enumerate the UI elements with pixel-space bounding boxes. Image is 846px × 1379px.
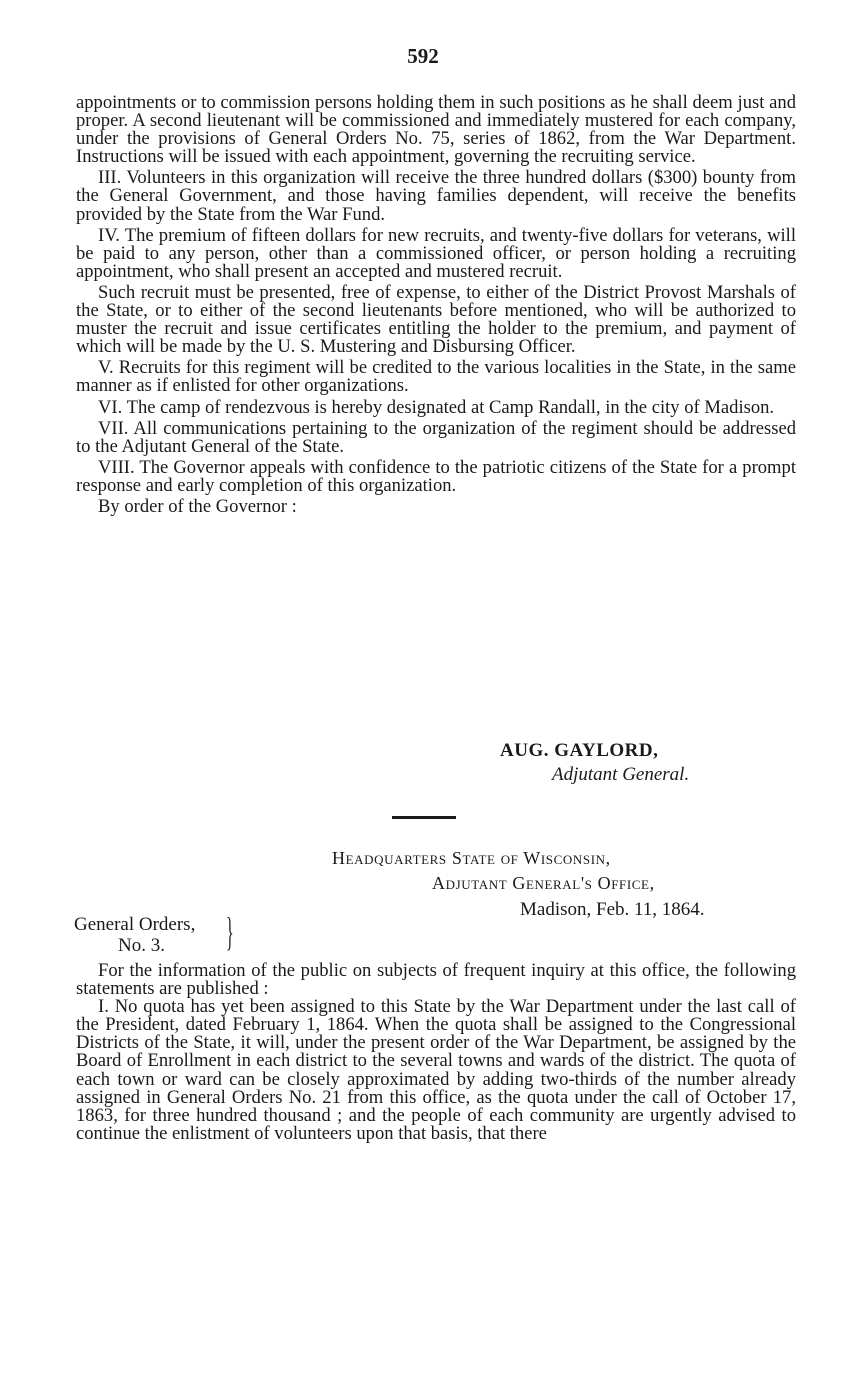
general-orders-number: No. 3. xyxy=(118,935,165,956)
paragraph: appointments or to commission persons holding them in such positions as he shall deem just and proper. A second lieutenant will be commissioned and immediately mustered for each company, under the provisions of General Orders No. 75, series of 1862, from the War Department. Instructions will be issued with each appointment, governing the recruiting service. xyxy=(76,92,796,168)
dateline: Madison, Feb. 11, 1864. xyxy=(520,899,705,920)
headquarters-line: Headquarters State of Wisconsin, xyxy=(332,848,611,868)
signatory-name: AUG. GAYLORD, xyxy=(500,740,659,761)
paragraph-iv: IV. The premium of fifteen dollars for new recruits, and twenty-five dollars for veterans, will be paid to any person, other than a commissioned officer, or person holding a recruiting appointment, who shall present an accepted and mustered recruit. xyxy=(76,224,796,282)
paragraph-recruit: Such recruit must be presented, free of expense, to either of the District Provost Marshals of the State, or to either of the second lieutenants before mentioned, who will be authorized to muster the recruit and issue certificates entitling the holder to the premium, and payment of which will be made by the U. S. Mustering and Disbursing Officer. xyxy=(76,281,796,358)
paragraph-vi: VI. The camp of rendezvous is hereby designated at Camp Randall, in the city of Madison. xyxy=(98,396,775,418)
paragraph-v: V. Recruits for this regiment will be credited to the various localities in the State, in the same manner as if enlisted for other organizations. xyxy=(76,357,796,397)
paragraph-viii: VIII. The Governor appeals with confidence to the patriotic citizens of the State for a prompt response and early completion of this organization. xyxy=(76,456,796,496)
paragraph-iii: III. Volunteers in this organization will receive the three hundred dollars ($300) bounty from the General Government, and those having families dependent, will receive the benefits provided by the State from the War Fund. xyxy=(76,167,796,225)
page-number: 592 xyxy=(407,44,439,68)
section-divider xyxy=(392,816,456,819)
paragraph-vii: VII. All communications pertaining to the organization of the regiment should be addressed to the Adjutant General of the State. xyxy=(76,417,796,457)
orders-continuation xyxy=(76,94,796,516)
office-line: Adjutant General's Office, xyxy=(432,873,655,893)
general-orders-label: General Orders, xyxy=(74,914,196,935)
general-orders-body xyxy=(76,962,796,1143)
brace-glyph: } xyxy=(226,909,234,954)
signatory-title: Adjutant General. xyxy=(552,764,690,785)
paragraph-intro: For the information of the public on subjects of frequent inquiry at this office, the following statements are published : xyxy=(76,960,796,1000)
paragraph-i: I. No quota has yet been assigned to this State by the War Department under the last call of the President, dated February 1, 1864. When the quota shall be assigned to the Congressional Districts of the State, it will, under the present order of the War Department, be assigned by the Board of Enrollment in each district to the several towns and wards of the district. The quota of each town or ward can be closely approximated by adding two-thirds of the number already assigned in General Orders No. 21 from this office, as the quota under the call of October 17, 1863, for three hundred thousand ; and the people of each community are urgently advised to continue the enlistment of volunteers upon that basis, that there xyxy=(76,996,796,1144)
by-order-line: By order of the Governor : xyxy=(98,495,297,517)
